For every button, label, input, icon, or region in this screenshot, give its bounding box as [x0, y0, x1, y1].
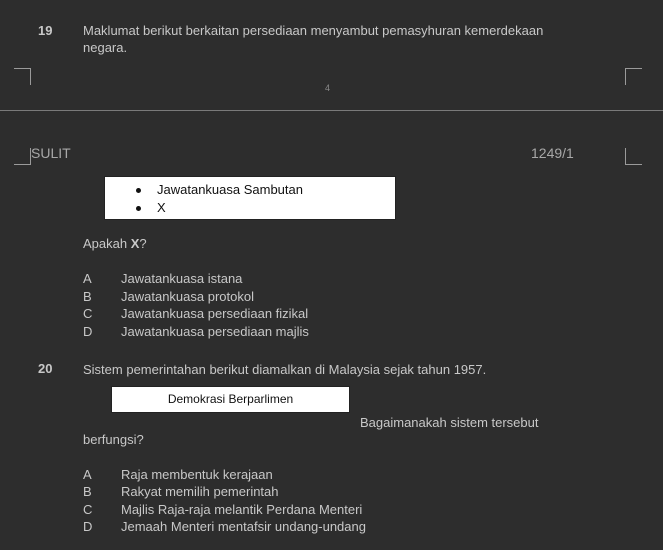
option-text[interactable]: Raja membentuk kerajaan — [121, 467, 273, 482]
option-letter: B — [83, 289, 92, 304]
question-19-stem-line1: Maklumat berikut berkaitan persediaan menyambut pemasyhuran kemerdekaan — [83, 23, 544, 38]
option-text[interactable]: Jawatankuasa istana — [121, 271, 243, 286]
option-letter: C — [83, 306, 93, 321]
option-text[interactable]: Jemaah Menteri mentafsir undang-undang — [121, 519, 366, 534]
crop-mark-bottom-left — [14, 148, 31, 165]
crop-mark-bottom-right — [625, 148, 642, 165]
option-text[interactable]: Jawatankuasa persediaan majlis — [121, 324, 309, 339]
question-19-prompt-bold: X — [130, 236, 140, 251]
info-box-item — [105, 199, 395, 217]
info-box-item-text: X — [157, 200, 166, 215]
crop-mark-top-left — [14, 68, 31, 85]
option-letter: D — [83, 324, 93, 339]
question-20-prompt-part1: Bagaimanakah sistem tersebut — [360, 415, 539, 430]
option-letter: D — [83, 519, 93, 534]
option-letter: C — [83, 502, 93, 517]
crop-mark-top-right — [625, 68, 642, 85]
question-20-prompt-part2: berfungsi? — [83, 432, 144, 447]
question-19-prompt — [83, 235, 147, 252]
question-19-prompt-suffix: ? — [139, 236, 147, 251]
question-19-prompt-prefix: Apakah — [83, 236, 131, 251]
question-20-box-text: Demokrasi Berparlimen — [167, 392, 294, 406]
question-19-info-box — [104, 176, 396, 220]
option-letter: A — [83, 467, 92, 482]
option-text[interactable]: Jawatankuasa protokol — [121, 289, 254, 304]
page-divider — [0, 110, 663, 111]
question-19-number: 19 — [38, 23, 53, 38]
question-20-stem: Sistem pemerintahan berikut diamalkan di Malaysia sejak tahun 1957. — [83, 362, 487, 377]
info-box-item-text: Jawatankuasa Sambutan — [157, 182, 303, 197]
page-number: 4 — [325, 83, 331, 93]
option-letter: A — [83, 271, 92, 286]
option-text[interactable]: Rakyat memilih pemerintah — [121, 484, 279, 499]
info-box-item — [105, 181, 395, 199]
option-text[interactable]: Jawatankuasa persediaan fizikal — [121, 306, 309, 321]
question-19-stem-line2: negara. — [83, 40, 128, 55]
bullet-icon — [136, 188, 141, 193]
question-20-info-box — [111, 386, 350, 413]
header-sulit: SULIT — [31, 145, 71, 161]
question-20-number: 20 — [38, 361, 53, 376]
option-letter: B — [83, 484, 92, 499]
option-text[interactable]: Majlis Raja-raja melantik Perdana Menteri — [121, 502, 363, 517]
header-code: 1249/1 — [531, 145, 574, 161]
bullet-icon — [136, 206, 141, 211]
